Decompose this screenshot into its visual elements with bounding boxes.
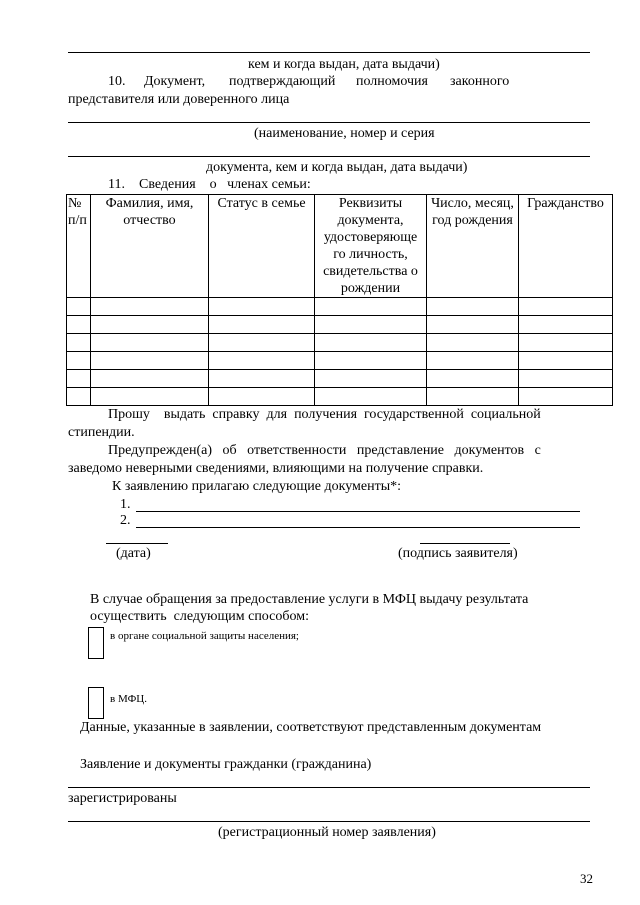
table-row [67, 316, 613, 334]
mfc-line1: В случае обращения за предоставление услуги в МФЦ выдачу результата [90, 592, 529, 607]
item10-word3: полномочия [356, 74, 428, 89]
date-line[interactable] [106, 543, 168, 544]
date-label: (дата) [116, 546, 151, 561]
item10-word4: законного [450, 74, 510, 89]
table-header-row [67, 195, 613, 298]
warned-line2: заведомо неверными сведениями, влияющими на получение справки. [68, 461, 484, 476]
warned-line1: Предупрежден(а) об ответственности представление документов с [108, 443, 541, 458]
table-row [67, 370, 613, 388]
attach-item-1-line[interactable] [136, 511, 580, 512]
col-header-birthdate: Число, месяц, год рождения [427, 195, 519, 298]
rule-application [68, 787, 590, 788]
col-header-fio: Фамилия, имя, отчество [91, 195, 209, 298]
attach-item-2-num: 2. [120, 513, 131, 528]
col-header-number: № п/п [67, 195, 91, 298]
col-header-status: Статус в семье [209, 195, 315, 298]
attach-item-1-num: 1. [120, 497, 131, 512]
caption-issued-1: кем и когда выдан, дата выдачи) [248, 57, 440, 72]
attach-item-2-line[interactable] [136, 527, 580, 528]
attach-heading [112, 479, 401, 495]
item10-num: 10. [108, 74, 126, 89]
col-header-citizenship: Гражданство [519, 195, 613, 298]
signature-label: (подпись заявителя) [398, 546, 518, 561]
item10-word2: подтверждающий [229, 74, 336, 89]
table-row [67, 334, 613, 352]
option-mfc-label: в МФЦ. [110, 693, 147, 705]
page-number: 32 [580, 871, 593, 886]
correspond-statement: Данные, указанные в заявлении, соответствуют представленным документам [80, 720, 542, 735]
top-rule [68, 52, 590, 53]
rule-registration[interactable] [68, 821, 590, 822]
request-line1: Прошу выдать справку для получения государственной социальной [108, 407, 541, 422]
option-mfc-checkbox[interactable] [88, 687, 104, 719]
item10-line2: представителя или доверенного лица [68, 92, 290, 107]
application-docs-label: Заявление и документы гражданки (гражданина) [80, 757, 372, 772]
request-line2: стипендии. [68, 425, 135, 440]
rule-item10-2 [68, 156, 590, 157]
registered-label: зарегистрированы [68, 791, 177, 806]
table-row [67, 388, 613, 406]
caption-issued-2: документа, кем и когда выдан, дата выдачи) [206, 160, 468, 175]
family-members-table [66, 194, 613, 406]
option-social-protection-checkbox[interactable] [88, 627, 104, 659]
attach-heading-text: К заявлению прилагаю следующие документы*: [112, 479, 402, 494]
item11-heading: 11. Сведения о членах семьи: [108, 177, 311, 192]
mfc-line2: осуществить следующим способом: [90, 609, 309, 624]
signature-line[interactable] [420, 543, 510, 544]
item10-word1: Документ, [144, 74, 206, 89]
rule-item10 [68, 122, 590, 123]
option-social-protection-label: в органе социальной защиты населения; [110, 630, 299, 642]
col-header-document: Реквизиты документа, удостоверяюще го личность, свидетельства о рождении [315, 195, 427, 298]
table-row [67, 352, 613, 370]
table-row [67, 298, 613, 316]
reg-number-caption: (регистрационный номер заявления) [218, 825, 436, 840]
caption-name-number: (наименование, номер и серия [254, 126, 435, 141]
